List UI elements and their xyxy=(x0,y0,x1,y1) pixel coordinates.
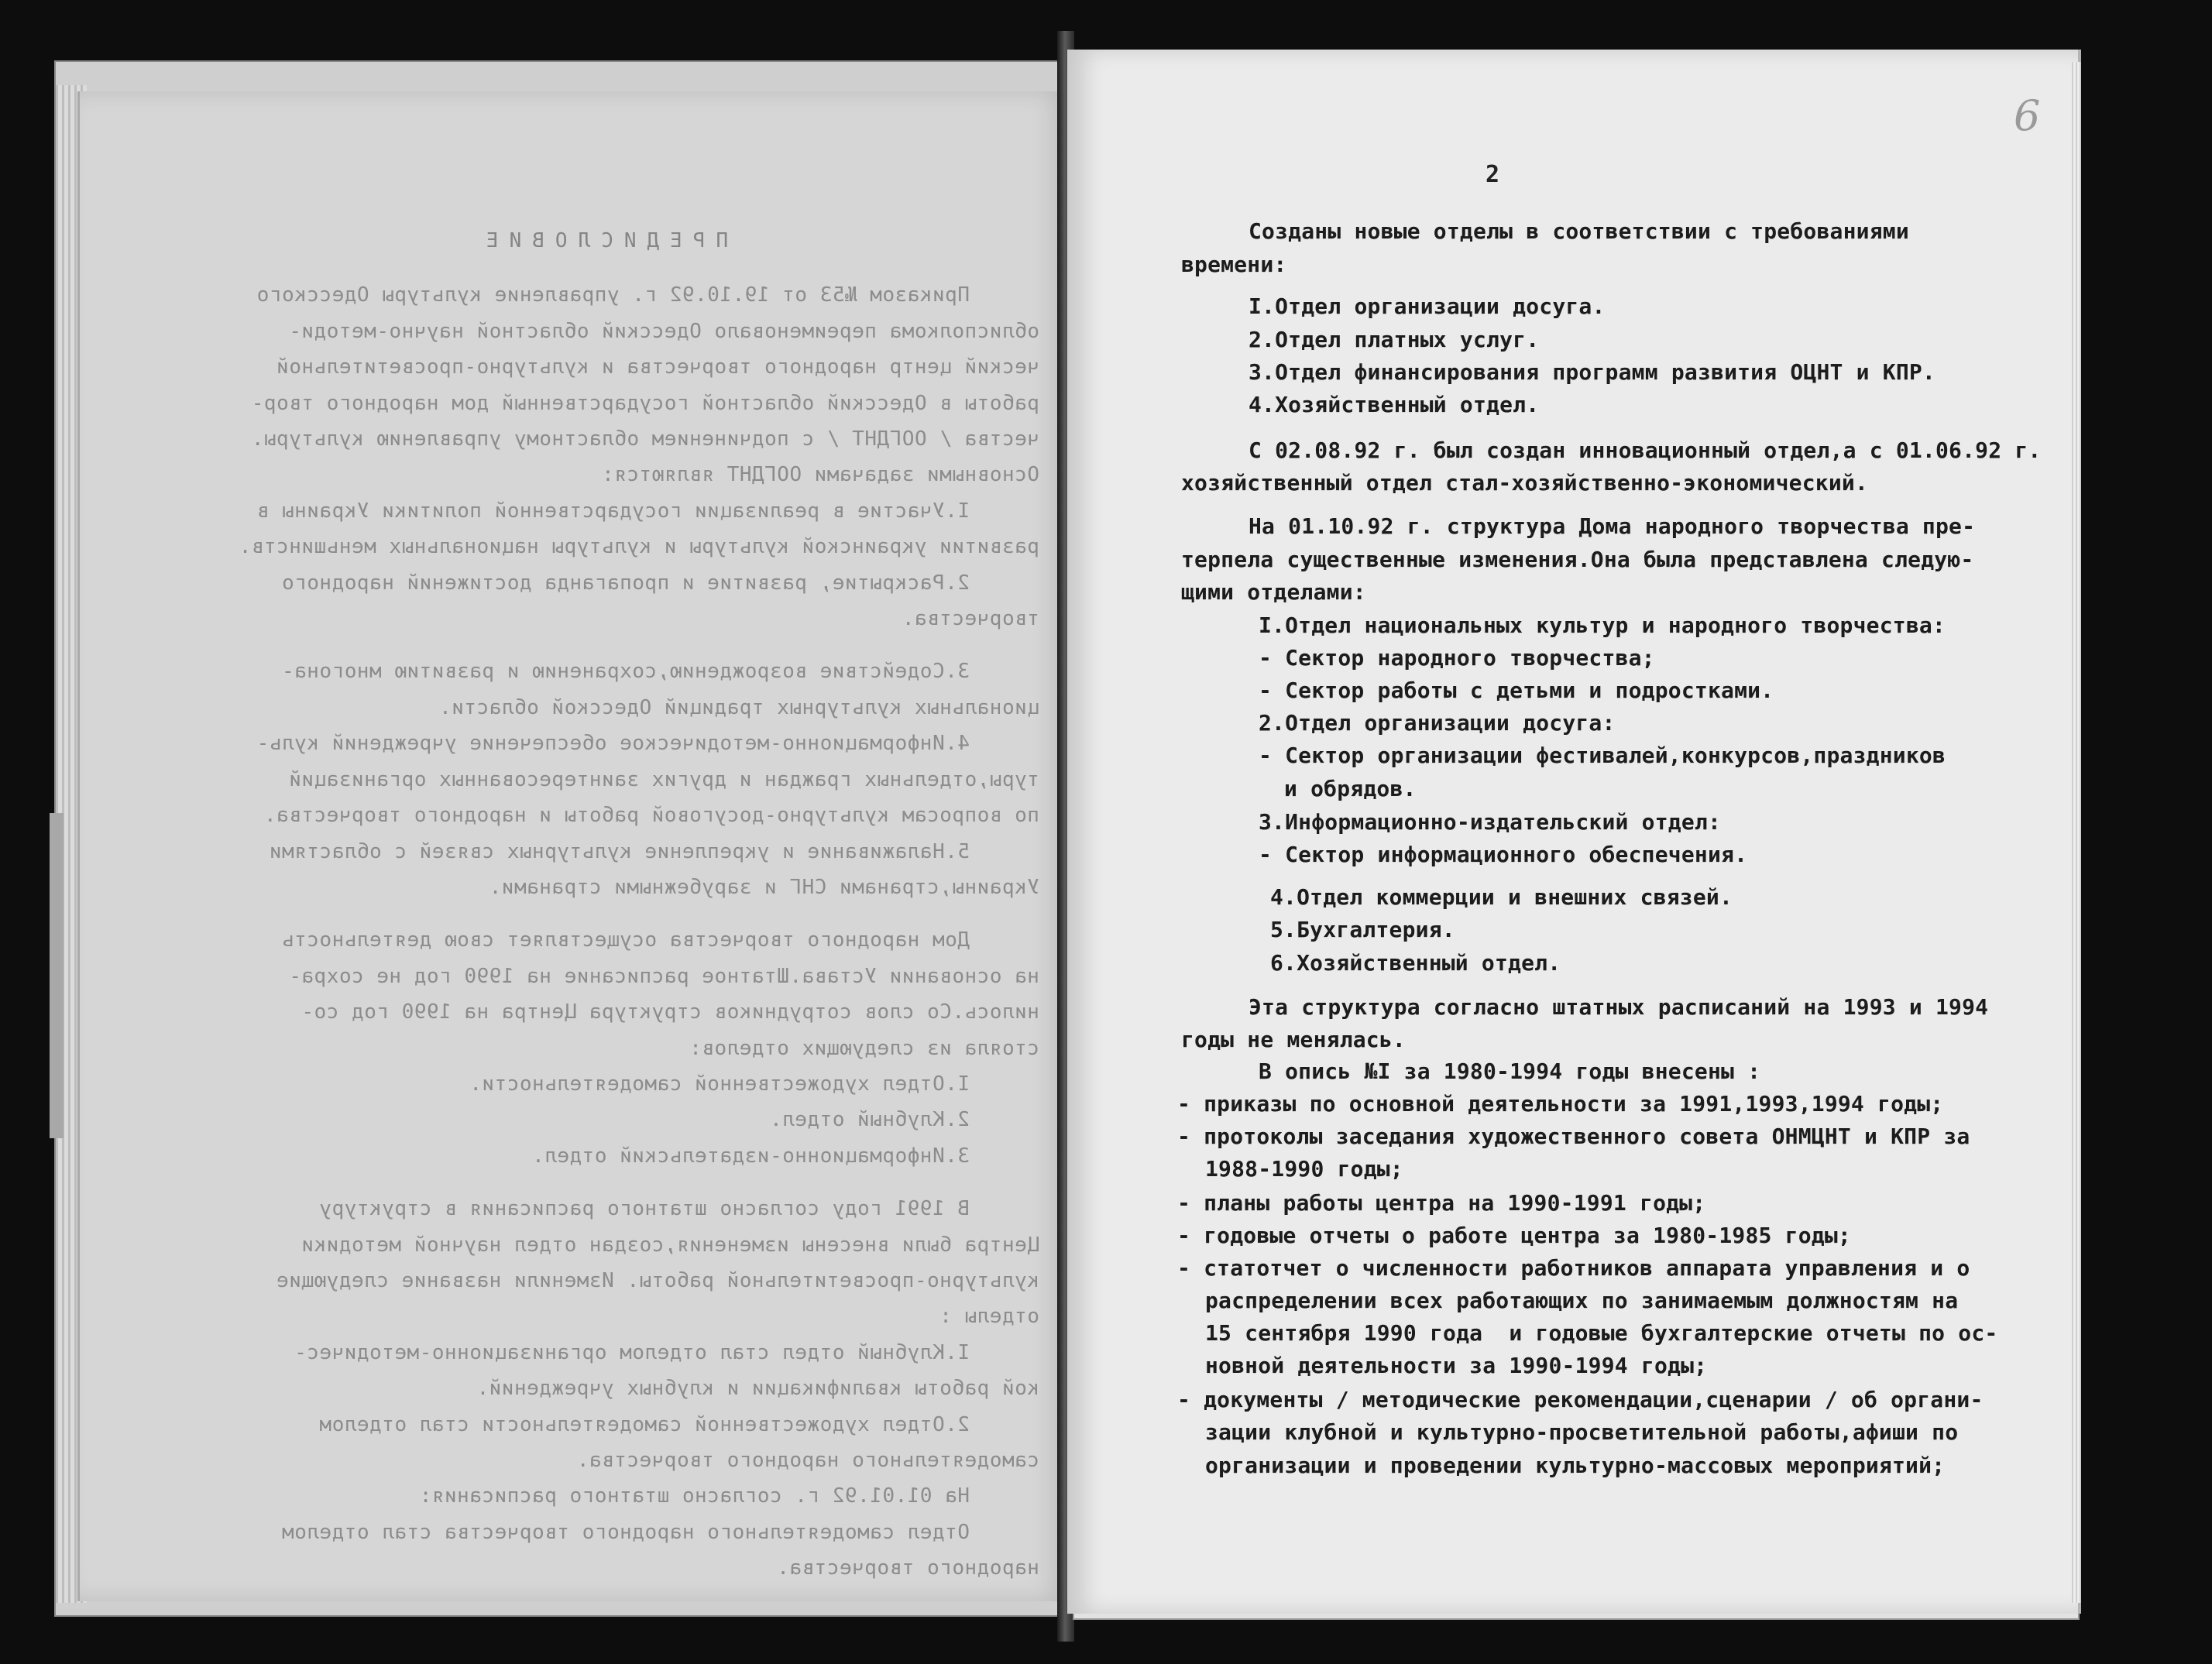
right-line: С 02.08.92 г. был создан инновационный отдел,а с 01.06.92 г. xyxy=(1249,437,2042,463)
right-line: и обрядов. xyxy=(1284,776,1417,801)
right-line: - планы работы центра на 1990-1991 годы; xyxy=(1177,1190,1706,1216)
right-line: 4.Хозяйственный отдел. xyxy=(1249,392,1540,417)
left-line: чества / ООГДНТ / с подчинением областному управлению культуры. xyxy=(251,427,1039,451)
left-line: 4.Информационно-методическое обеспечение учреждений куль- xyxy=(256,732,970,756)
left-line: циональных культурных традиций Одесской области. xyxy=(438,695,1039,719)
left-line: В 1991 году согласно штатного расписания в структуру xyxy=(319,1197,970,1221)
left-line: культурно-просветительной работы. Изменили название следующие xyxy=(276,1268,1039,1292)
right-line: 2.Отдел платных услуг. xyxy=(1249,327,1540,352)
right-line: 3.Информационно-издательский отдел: xyxy=(1259,809,1722,835)
left-edge-mark xyxy=(50,813,64,1138)
right-line: времени: xyxy=(1181,252,1287,277)
left-line: отделы : xyxy=(939,1305,1039,1329)
left-line: работы в Одесский областной государственный дом народного твор- xyxy=(251,391,1039,415)
left-line: 2.Клубный отдел. xyxy=(769,1108,970,1132)
right-line: Эта структура согласно штатных расписаний на 1993 и 1994 xyxy=(1249,994,1989,1020)
left-line: На 01.01.92 г. согласно штатного расписания: xyxy=(419,1484,970,1508)
left-line: ческий центр народного творчества и культурно-просветительной xyxy=(276,355,1039,379)
right-line: - Сектор работы с детьми и подростками. xyxy=(1259,678,1774,703)
right-line: зации клубной и культурно-просветительной работы,афиши по xyxy=(1205,1419,1959,1445)
left-line: 2.Раскрытие, развитие и пропаганда достижений народного xyxy=(281,571,970,595)
left-line: самодеятельного народного творчества. xyxy=(576,1449,1039,1472)
left-line: творчества. xyxy=(902,607,1039,631)
right-line: I.Отдел организации досуга. xyxy=(1249,293,1606,319)
right-line: 6.Хозяйственный отдел. xyxy=(1270,950,1561,976)
right-line: - Сектор информационного обеспечения. xyxy=(1259,842,1748,867)
left-line: Основными задачами ООГДНТ являются: xyxy=(601,463,1039,487)
right-line: 3.Отдел финансирования программ развития ОЦНТ и КПР. xyxy=(1249,359,1936,385)
left-line: народного творчества. xyxy=(776,1556,1039,1580)
left-line: 3.Информационно-издательский отдел. xyxy=(531,1144,970,1168)
right-line: - Сектор народного творчества; xyxy=(1259,645,1655,671)
right-page-edges xyxy=(2072,62,2081,1603)
right-line: - протоколы заседания художественного совета ОНМЦНТ и КПР за xyxy=(1177,1124,1970,1149)
left-line: I.Отдел художественной самодеятельности. xyxy=(469,1072,970,1096)
left-line: на основании Устава.Штатное расписание на 1990 год не сохра- xyxy=(288,964,1039,988)
right-line: - статотчет о численности работников аппарата управления и о xyxy=(1177,1255,1970,1281)
left-line: облисполкома переименовало Одесский областной научно-методи- xyxy=(288,319,1039,343)
left-line: туры,отдельных граждан и других заинтересованных организаций xyxy=(288,767,1039,791)
right-line: 1988-1990 годы; xyxy=(1205,1156,1403,1182)
left-line: развитии украинской культуры и культуры национальных меньшинств. xyxy=(239,535,1039,559)
right-line: Созданы новые отделы в соответствии с требованиями xyxy=(1249,218,1909,244)
right-line: щими отделами: xyxy=(1181,579,1366,605)
right-line: На 01.10.92 г. структура Дома народного творчества пре- xyxy=(1249,513,1976,539)
handwritten-folio-number: 6 xyxy=(2014,91,2041,140)
left-page-text xyxy=(164,223,1039,1587)
left-line: Приказом №53 от 19.10.92 г. управление культуры Одесского xyxy=(256,283,970,307)
page-number: 2 xyxy=(1486,161,1500,188)
left-line: I.Участие в реализации государственной политики Украины в xyxy=(256,499,970,523)
mirrored-show-through xyxy=(80,91,1067,1601)
right-line: - годовые отчеты о работе центра за 1980-1985 годы; xyxy=(1177,1223,1851,1248)
left-line: стояла из следующих отделов: xyxy=(689,1036,1039,1060)
right-line: хозяйственный отдел стал-хозяйственно-экономический. xyxy=(1181,470,1868,496)
left-line: 5.Налаживание и укрепление культурных связей с областями xyxy=(269,839,970,863)
left-line: I.Клубный отдел стал отделом организационно-методичес- xyxy=(294,1340,970,1364)
right-line: 5.Бухгалтерия. xyxy=(1270,917,1455,942)
right-line: - документы / методические рекомендации,сценарии / об органи- xyxy=(1177,1387,1984,1412)
right-line: 4.Отдел коммерции и внешних связей. xyxy=(1270,884,1733,910)
left-line: 2.Отдел художественной самодеятельности стал отделом xyxy=(319,1412,970,1436)
left-line: по вопросам культурно-досуговой работы и народного творчества. xyxy=(263,804,1039,828)
right-line: В опись №I за 1980-1994 годы внесены : xyxy=(1259,1058,1761,1084)
left-page-title: ПРЕДИСЛОВИЕ xyxy=(475,229,729,252)
right-line: годы не менялась. xyxy=(1181,1027,1406,1052)
right-line: 15 сентября 1990 года и годовые бухгалтерские отчеты по ос- xyxy=(1205,1320,1998,1346)
right-line: - приказы по основной деятельности за 1991,1993,1994 годы; xyxy=(1177,1091,1944,1117)
left-page xyxy=(77,91,1067,1601)
left-line: Украины,странами СНГ и зарубежными странами. xyxy=(489,875,1039,899)
right-line: терпела существенные изменения.Она была представлена следую- xyxy=(1181,547,1974,572)
left-line: Дом народного творчества осуществляет свою деятельность xyxy=(281,928,970,952)
right-line: 2.Отдел организации досуга: xyxy=(1259,710,1616,736)
right-line: I.Отдел национальных культур и народного творчества: xyxy=(1259,612,1946,638)
left-line: 3.Содействие возрождению,сохранению и развитию многона- xyxy=(281,660,970,684)
right-line: - Сектор организации фестивалей,конкурсов,праздников xyxy=(1259,743,1946,768)
left-line: нилось.Со слов сотрудников структура Центра на 1990 год со- xyxy=(301,1000,1039,1024)
right-line: новной деятельности за 1990-1994 годы; xyxy=(1205,1353,1708,1378)
left-line: Отдел самодеятельного народного творчества стал отделом xyxy=(281,1520,970,1544)
right-line: организации и проведении культурно-массовых мероприятий; xyxy=(1205,1453,1946,1478)
right-line: распределении всех работающих по занимаемым должностям на xyxy=(1205,1288,1959,1313)
left-line: Центра были внесены изменения,создан отдел научной методики xyxy=(301,1233,1039,1257)
left-line: кой работы квалификации и клубных учреждений. xyxy=(476,1377,1039,1401)
